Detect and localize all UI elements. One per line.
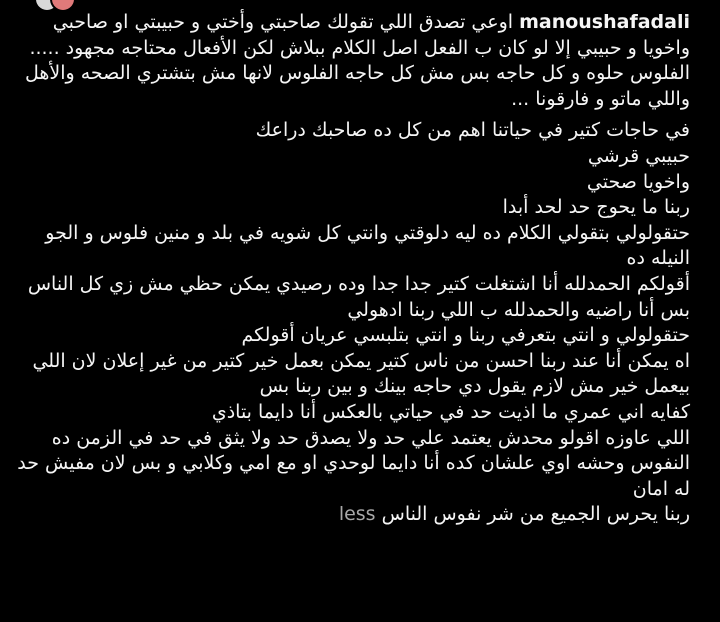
caption-line: بس أنا راضيه والحمدلله ب اللي ربنا ادهولي <box>347 298 690 321</box>
caption-line: النيله ده <box>626 247 690 270</box>
caption-line: واللي ماتو و فارقونا ... <box>511 87 690 110</box>
caption-line: حبيبي قرشي <box>587 144 690 167</box>
username-link[interactable]: manoushafadali <box>519 11 690 33</box>
caption-text: اوعي تصدق اللي تقولك صاحبتي وأختي و حبيبتي او صاحبي <box>52 11 514 33</box>
caption-line: اللي عاوزه اقولو محدش يعتمد علي حد ولا يصدق حد ولا يثق في حد في الزمن ده <box>51 426 690 449</box>
caption-line: النفوس وحشه اوي علشان كده أنا دايما لوحدي او مع امي وكلابي و بس لان مفيش حد <box>17 452 690 475</box>
liker-avatars[interactable] <box>34 0 94 10</box>
less-button[interactable]: less <box>338 503 376 526</box>
caption-line: ربنا ما يحوج حد لحد أبدا <box>502 196 690 219</box>
caption-line: الفلوس حلوه و كل حاجه بس مش كل حاجه الفلوس لانها مش بتشتري الصحه والأهل <box>24 62 690 85</box>
caption-line: واخويا صحتي <box>586 170 690 193</box>
caption-line: له امان <box>632 477 690 500</box>
caption-line: كفايه اني عمري ما اذيت حد في حياتي بالعكس أنا دايما بتاذي <box>211 400 690 423</box>
caption-line: بيعمل خير مش لازم يقول دي حاجه بينك و بين ربنا بس <box>259 375 690 398</box>
caption-line <box>26 10 690 36</box>
caption-line: في حاجات كتير في حياتنا اهم من كل ده صاحبك دراعك <box>255 119 690 142</box>
caption-line <box>26 502 690 528</box>
caption-line: اه يمكن أنا عند ربنا احسن من ناس كتير يمكن بعمل خير كتير من غير إعلان لان اللي <box>32 349 690 372</box>
caption-line: حتقولولي بتقولي الكلام ده ليه دلوقتي وانتي كل شويه في بلد و منين فلوس و الجو <box>45 221 690 244</box>
caption-line: حتقولولي و انتي بتعرفي ربنا و انتي بتلبسي عريان أقولكم <box>241 324 690 347</box>
caption-line: واخويا و حبيبي إلا لو كان ب الفعل اصل الكلام ببلاش لكن الأفعال محتاجه مجهود ..... <box>29 36 690 59</box>
post-caption <box>17 10 690 528</box>
caption-text: ربنا يحرس الجميع من شر نفوس الناس <box>381 503 690 526</box>
caption-line: أقولكم الحمدلله أنا اشتغلت كتير جدا جدا وده رصيدي يمكن حظي مش زي كل الناس <box>27 272 690 295</box>
